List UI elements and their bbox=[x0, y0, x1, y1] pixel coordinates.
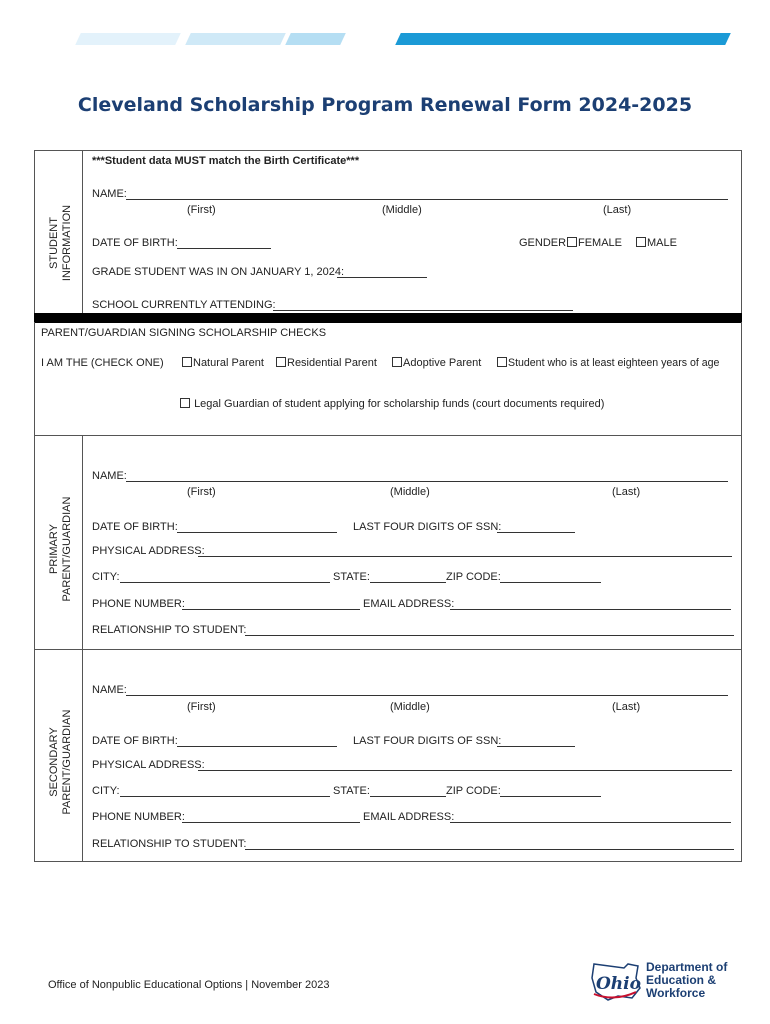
student-dob-field[interactable] bbox=[177, 248, 271, 249]
secondary-address-field[interactable] bbox=[198, 770, 732, 771]
primary-phone-label: PHONE NUMBER: bbox=[92, 598, 185, 610]
secondary-zip-label: ZIP CODE: bbox=[446, 785, 501, 797]
footer-office: Office of Nonpublic Educational Options | November 2023 bbox=[48, 979, 330, 991]
secondary-middle-caption: (Middle) bbox=[390, 701, 430, 713]
student-gender-label: GENDER: bbox=[519, 237, 570, 249]
student-side-divider bbox=[82, 150, 83, 314]
secondary-ssn-field[interactable] bbox=[497, 746, 575, 747]
residential-parent-option[interactable]: Residential Parent bbox=[276, 357, 377, 370]
secondary-section bbox=[34, 649, 742, 862]
secondary-dob-label: DATE OF BIRTH: bbox=[92, 735, 178, 747]
student-first-caption: (First) bbox=[187, 204, 216, 216]
school-label: SCHOOL CURRENTLY ATTENDING: bbox=[92, 299, 276, 311]
iam-label: I AM THE (CHECK ONE) bbox=[41, 357, 164, 369]
student-dob-label: DATE OF BIRTH: bbox=[92, 237, 178, 249]
natural-parent-checkbox[interactable] bbox=[182, 357, 192, 367]
primary-last-caption: (Last) bbox=[612, 486, 641, 498]
student-name-field[interactable] bbox=[126, 199, 728, 200]
primary-first-caption: (First) bbox=[187, 486, 216, 498]
primary-relationship-field[interactable] bbox=[245, 635, 734, 636]
female-option[interactable]: FEMALE bbox=[567, 237, 622, 250]
male-checkbox[interactable] bbox=[636, 237, 646, 247]
secondary-relationship-label: RELATIONSHIP TO STUDENT: bbox=[92, 838, 247, 850]
primary-name-label: NAME: bbox=[92, 470, 127, 482]
primary-address-label: PHYSICAL ADDRESS: bbox=[92, 545, 205, 557]
secondary-dob-field[interactable] bbox=[177, 746, 337, 747]
secondary-city-field[interactable] bbox=[120, 796, 330, 797]
primary-relationship-label: RELATIONSHIP TO STUDENT: bbox=[92, 624, 247, 636]
secondary-zip-field[interactable] bbox=[500, 796, 601, 797]
legal-guardian-option[interactable]: Legal Guardian of student applying for scholarship funds (court documents required) bbox=[180, 398, 604, 411]
primary-dob-label: DATE OF BIRTH: bbox=[92, 521, 178, 533]
primary-city-label: CITY: bbox=[92, 571, 120, 583]
ohio-logo-icon bbox=[588, 958, 644, 1002]
adult-student-option[interactable]: Student who is at least eighteen years of age bbox=[497, 357, 719, 370]
header-stripe-dark bbox=[395, 33, 731, 45]
primary-city-field[interactable] bbox=[120, 582, 330, 583]
primary-name-field[interactable] bbox=[126, 481, 728, 482]
primary-dob-field[interactable] bbox=[177, 532, 337, 533]
grade-label: GRADE STUDENT WAS IN ON JANUARY 1, 2024: bbox=[92, 266, 345, 278]
primary-side-label: PRIMARY PARENT/GUARDIAN bbox=[48, 496, 73, 602]
primary-email-label: EMAIL ADDRESS: bbox=[363, 598, 455, 610]
natural-parent-option[interactable]: Natural Parent bbox=[182, 357, 264, 370]
secondary-city-label: CITY: bbox=[92, 785, 120, 797]
student-section bbox=[34, 150, 742, 314]
secondary-address-label: PHYSICAL ADDRESS: bbox=[92, 759, 205, 771]
residential-parent-checkbox[interactable] bbox=[276, 357, 286, 367]
primary-zip-field[interactable] bbox=[500, 582, 601, 583]
secondary-last-caption: (Last) bbox=[612, 701, 641, 713]
primary-ssn-field[interactable] bbox=[497, 532, 575, 533]
secondary-name-field[interactable] bbox=[126, 695, 728, 696]
secondary-email-label: EMAIL ADDRESS: bbox=[363, 811, 455, 823]
birth-certificate-notice: ***Student data MUST match the Birth Certificate*** bbox=[92, 155, 360, 167]
female-checkbox[interactable] bbox=[567, 237, 577, 247]
grade-field[interactable] bbox=[337, 277, 427, 278]
adoptive-parent-checkbox[interactable] bbox=[392, 357, 402, 367]
school-field[interactable] bbox=[273, 310, 573, 311]
primary-section bbox=[34, 435, 742, 650]
student-side-label: STUDENT INFORMATION bbox=[48, 204, 73, 282]
secondary-side-divider bbox=[82, 649, 83, 862]
page-title: Cleveland Scholarship Program Renewal Form 2024-2025 bbox=[77, 94, 693, 116]
adoptive-parent-option[interactable]: Adoptive Parent bbox=[392, 357, 481, 370]
male-option[interactable]: MALE bbox=[636, 237, 677, 250]
secondary-side-label: SECONDARY PARENT/GUARDIAN bbox=[48, 709, 73, 815]
primary-ssn-label: LAST FOUR DIGITS OF SSN: bbox=[353, 521, 502, 533]
secondary-state-label: STATE: bbox=[333, 785, 370, 797]
secondary-state-field[interactable] bbox=[370, 796, 446, 797]
secondary-phone-field[interactable] bbox=[182, 822, 360, 823]
primary-zip-label: ZIP CODE: bbox=[446, 571, 501, 583]
primary-side-divider bbox=[82, 435, 83, 650]
primary-phone-field[interactable] bbox=[182, 609, 360, 610]
primary-middle-caption: (Middle) bbox=[390, 486, 430, 498]
student-last-caption: (Last) bbox=[603, 204, 632, 216]
student-name-label: NAME: bbox=[92, 188, 127, 200]
header-stripe-light bbox=[185, 33, 286, 45]
secondary-email-field[interactable] bbox=[450, 822, 731, 823]
header-stripe-light bbox=[75, 33, 181, 45]
department-name: Department of Education & Workforce bbox=[646, 960, 728, 1000]
adult-student-checkbox[interactable] bbox=[497, 357, 507, 367]
primary-state-field[interactable] bbox=[370, 582, 446, 583]
primary-email-field[interactable] bbox=[450, 609, 731, 610]
secondary-ssn-label: LAST FOUR DIGITS OF SSN: bbox=[353, 735, 502, 747]
secondary-relationship-field[interactable] bbox=[245, 849, 734, 850]
header-stripe-mid bbox=[285, 33, 346, 45]
primary-state-label: STATE: bbox=[333, 571, 370, 583]
student-middle-caption: (Middle) bbox=[382, 204, 422, 216]
legal-guardian-checkbox[interactable] bbox=[180, 398, 190, 408]
primary-address-field[interactable] bbox=[198, 556, 732, 557]
secondary-phone-label: PHONE NUMBER: bbox=[92, 811, 185, 823]
secondary-name-label: NAME: bbox=[92, 684, 127, 696]
secondary-first-caption: (First) bbox=[187, 701, 216, 713]
ohio-logo-word: Ohio bbox=[596, 974, 641, 994]
checks-heading: PARENT/GUARDIAN SIGNING SCHOLARSHIP CHECKS bbox=[41, 327, 327, 339]
